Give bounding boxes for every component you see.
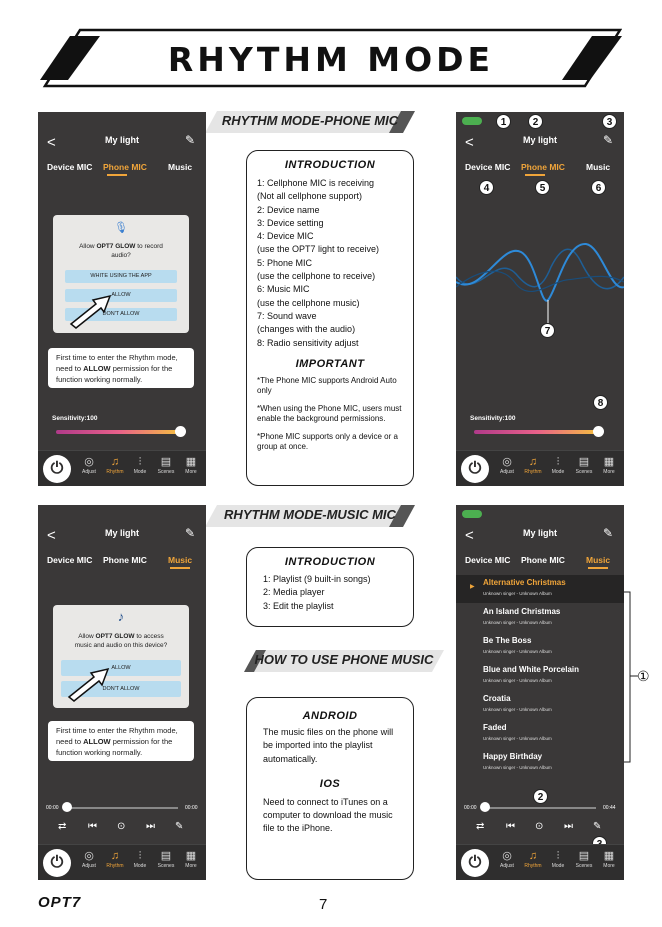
slider-knob[interactable] (593, 426, 604, 437)
nav-rhythm[interactable]: ♫ Rhythm (102, 849, 128, 869)
rhythm-icon: ♫ (528, 850, 538, 862)
mic-receiving-indicator (462, 117, 482, 125)
tab-music[interactable]: Music (586, 162, 611, 172)
nav-more[interactable]: ▦ More (596, 455, 622, 475)
edit-icon[interactable]: ✎ (603, 526, 614, 540)
notice-box: First time to enter the Rhythm mode, need to ALLOW permission for the function working normally. (48, 348, 194, 388)
introduction-box-music: INTRODUCTION 1: Playlist (9 built-in songs) 2: Media player 3: Edit the playlist (246, 547, 414, 627)
nav-adjust[interactable]: ◎ Adjust (76, 849, 102, 869)
how-to-box: ANDROID The music files on the phone will be imported into the playlist automatically. IOS Need to connect to iTunes on a computer to download the music file to the iPhone. (246, 697, 414, 880)
important-heading: IMPORTANT (295, 357, 365, 370)
notice-box: First time to enter the Rhythm mode, need to ALLOW permission for the function working normally. (48, 721, 194, 761)
badge-1: 1 (496, 114, 511, 129)
tab-music[interactable]: Music (586, 555, 611, 565)
nav-rhythm[interactable]: ♫ Rhythm (520, 455, 546, 475)
phone-screen-playlist (456, 505, 624, 880)
nav-more[interactable]: ▦ More (178, 849, 204, 869)
rhythm-icon: ♫ (528, 456, 538, 468)
device-name: My light (523, 135, 557, 145)
progress-bar[interactable] (66, 807, 178, 809)
scenes-icon: ▤ (160, 456, 172, 468)
nav-mode[interactable]: ⫶ Mode (127, 849, 153, 869)
power-button[interactable]: ⏻ (43, 849, 71, 877)
section-header-how-to: HOW TO USE PHONE MUSIC (244, 650, 444, 672)
tab-phone-mic[interactable]: Phone MIC (521, 555, 565, 565)
bottom-nav (38, 844, 206, 880)
introduction-list: 1: Cellphone MIC is receiving (Not all cellphone support) 2: Device name 3: Device setting 4: Device MIC (use the OPT7 light to receive) 5: Phone MIC (use the cellphone to receive) 6: Music MIC (use the cellphone music) 7: Sound wave (changes with the audio) 8: Radio sensitivity adjust (257, 178, 380, 348)
back-button[interactable]: < (465, 527, 474, 544)
next-icon[interactable]: ⏭ (564, 821, 573, 832)
badge-2: 2 (533, 789, 548, 804)
badge-7: 7 (540, 323, 555, 338)
playlist-badge: ① (637, 668, 650, 684)
sound-wave (456, 232, 624, 332)
back-button[interactable]: < (47, 134, 56, 151)
music-note-icon: ♪ (117, 609, 125, 624)
dont-allow-button[interactable]: DON'T ALLOW (61, 681, 181, 697)
bottom-nav (456, 450, 624, 486)
badge-8: 8 (593, 395, 608, 410)
tab-music[interactable]: Music (168, 162, 193, 172)
list-item[interactable]: An Island Christmas Unknown singer - Unknown Album (483, 607, 561, 625)
mode-icon: ⫶ (556, 850, 560, 862)
list-item[interactable]: Be The Boss Unknown singer - Unknown Album (483, 636, 552, 654)
nav-rhythm[interactable]: ♫ Rhythm (520, 849, 546, 869)
mode-icon: ⫶ (138, 850, 142, 862)
phone-screen-music-mic (38, 505, 206, 880)
sensitivity-label: Sensitivity:100 (470, 415, 516, 422)
nav-more[interactable]: ▦ More (596, 849, 622, 869)
nav-adjust[interactable]: ◎ Adjust (76, 455, 102, 475)
repeat-icon[interactable]: ⇄ (58, 821, 67, 832)
sensitivity-slider[interactable] (56, 430, 181, 434)
adjust-icon: ◎ (84, 456, 94, 468)
nav-scenes[interactable]: ▤ Scenes (153, 455, 179, 475)
list-item[interactable]: Happy Birthday Unknown singer - Unknown Album (483, 752, 552, 770)
page-title: RHYTHM MODE (167, 40, 495, 79)
power-button[interactable]: ⏻ (461, 455, 489, 483)
power-button[interactable]: ⏻ (43, 455, 71, 483)
allow-button[interactable]: ALLOW (61, 660, 181, 676)
edit-playlist-icon[interactable]: ✎ (175, 821, 184, 832)
mode-icon: ⫶ (138, 456, 142, 468)
scenes-icon: ▤ (578, 456, 590, 468)
phone-screen-phone-mic (38, 112, 206, 486)
introduction-box: INTRODUCTION 1: Cellphone MIC is receiving (Not all cellphone support) 2: Device name 3: Device setting 4: Device MIC (use the OPT7 light to receive) 5: Phone MIC (use the cellphone to receive) 6: Music MIC (use the cellphone music) 7: Sound wave (changes with the audio) 8: Radio sensitivity adjust IMPORTANT *The Phone MIC supports Android Auto only *When using the Phone MIC, users must enable the background permissions. *Phone MIC supports only a device or a group at once. (246, 150, 414, 486)
list-item[interactable]: Blue and White Porcelain Unknown singer - Unknown Album (483, 665, 580, 683)
power-button[interactable]: ⏻ (461, 849, 489, 877)
badge-4: 4 (479, 180, 494, 195)
nav-scenes[interactable]: ▤ Scenes (153, 849, 179, 869)
sensitivity-label: Sensitivity:100 (52, 415, 98, 422)
nav-adjust[interactable]: ◎ Adjust (494, 849, 520, 869)
device-name: My light (105, 135, 139, 145)
title-banner (40, 28, 622, 88)
adjust-icon: ◎ (502, 850, 512, 862)
nav-mode[interactable]: ⫶ Mode (545, 455, 571, 475)
adjust-icon: ◎ (84, 850, 94, 862)
tab-device-mic[interactable]: Device MIC (47, 555, 93, 565)
opt7-logo: OPT7 (38, 894, 82, 911)
badge-2: 2 (528, 114, 543, 129)
mode-icon: ⫶ (556, 456, 560, 468)
tab-device-mic[interactable]: Device MIC (47, 162, 93, 172)
nav-scenes[interactable]: ▤ Scenes (571, 849, 597, 869)
more-icon: ▦ (185, 850, 197, 862)
time-end: 00:00 (185, 805, 198, 811)
pointer-arrow-icon (66, 290, 126, 330)
progress-knob[interactable] (62, 802, 72, 812)
permission-dialog: 🎙 Allow OPT7 GLOW to record audio? WHITE USING THE APP ALLOW DON'T ALLOW (53, 215, 189, 333)
pointer-arrow-icon (64, 663, 124, 703)
edit-icon[interactable]: ✎ (185, 526, 196, 540)
progress-bar[interactable] (484, 807, 596, 809)
while-using-app-button[interactable]: WHITE USING THE APP (65, 270, 177, 283)
bottom-nav (38, 450, 206, 486)
allow-button[interactable]: ALLOW (65, 289, 177, 302)
badge-6: 6 (591, 180, 606, 195)
badge-5: 5 (535, 180, 550, 195)
tab-music[interactable]: Music (168, 555, 193, 565)
more-icon: ▦ (185, 456, 197, 468)
play-icon[interactable]: ⊙ (117, 821, 126, 832)
time-start: 00:00 (46, 805, 59, 811)
play-icon[interactable]: ⊙ (535, 821, 544, 832)
progress-knob[interactable] (480, 802, 490, 812)
previous-icon[interactable]: ⏮ (506, 821, 515, 832)
tab-phone-mic[interactable]: Phone MIC (103, 555, 147, 565)
adjust-icon: ◎ (502, 456, 512, 468)
mic-receiving-indicator (462, 510, 482, 518)
phone-screen-annotated (456, 112, 624, 486)
dont-allow-button[interactable]: DON'T ALLOW (65, 308, 177, 321)
sensitivity-slider[interactable] (474, 430, 599, 434)
device-name: My light (523, 528, 557, 538)
more-icon: ▦ (603, 850, 615, 862)
list-item[interactable]: Faded Unknown singer - Unknown Album (483, 723, 552, 741)
edit-icon[interactable]: ✎ (603, 133, 614, 147)
introduction-heading: INTRODUCTION (284, 159, 376, 171)
section-header-phone-mic: RHYTHM MODE-PHONE MIC (205, 111, 415, 133)
next-icon[interactable]: ⏭ (146, 821, 155, 832)
back-button[interactable]: < (465, 134, 474, 151)
nav-scenes[interactable]: ▤ Scenes (571, 455, 597, 475)
rhythm-icon: ♫ (110, 850, 120, 862)
more-icon: ▦ (603, 456, 615, 468)
device-name: My light (105, 528, 139, 538)
slider-knob[interactable] (175, 426, 186, 437)
scenes-icon: ▤ (578, 850, 590, 862)
tab-device-mic[interactable]: Device MIC (465, 555, 511, 565)
time-end: 00:44 (603, 805, 616, 811)
tab-phone-mic[interactable]: Phone MIC (521, 162, 565, 172)
nav-adjust[interactable]: ◎ Adjust (494, 455, 520, 475)
list-item[interactable]: Croatia Unknown singer - Unknown Album (483, 694, 552, 712)
page-number: 7 (319, 896, 328, 913)
list-item[interactable]: ▶ Alternative Christmas Unknown singer - Unknown Album (456, 575, 624, 603)
edit-icon[interactable]: ✎ (185, 133, 196, 147)
edit-playlist-icon[interactable]: ✎ (593, 821, 602, 832)
badge-3: 3 (602, 114, 617, 129)
scenes-icon: ▤ (160, 850, 172, 862)
time-start: 00:00 (464, 805, 477, 811)
nav-mode[interactable]: ⫶ Mode (545, 849, 571, 869)
nav-rhythm[interactable]: ♫ Rhythm (102, 455, 128, 475)
section-header-music-mic: RHYTHM MODE-MUSIC MIC (205, 505, 415, 527)
previous-icon[interactable]: ⏮ (88, 821, 97, 832)
rhythm-icon: ♫ (110, 456, 120, 468)
nav-mode[interactable]: ⫶ Mode (127, 455, 153, 475)
bottom-nav (456, 844, 624, 880)
back-button[interactable]: < (47, 527, 56, 544)
microphone-icon: 🎙 (114, 222, 128, 234)
permission-dialog: ♪ Allow OPT7 GLOW to access music and audio on this device? ALLOW DON'T ALLOW (53, 605, 189, 708)
repeat-icon[interactable]: ⇄ (476, 821, 485, 832)
nav-more[interactable]: ▦ More (178, 455, 204, 475)
tab-device-mic[interactable]: Device MIC (465, 162, 511, 172)
tab-phone-mic[interactable]: Phone MIC (103, 162, 147, 172)
